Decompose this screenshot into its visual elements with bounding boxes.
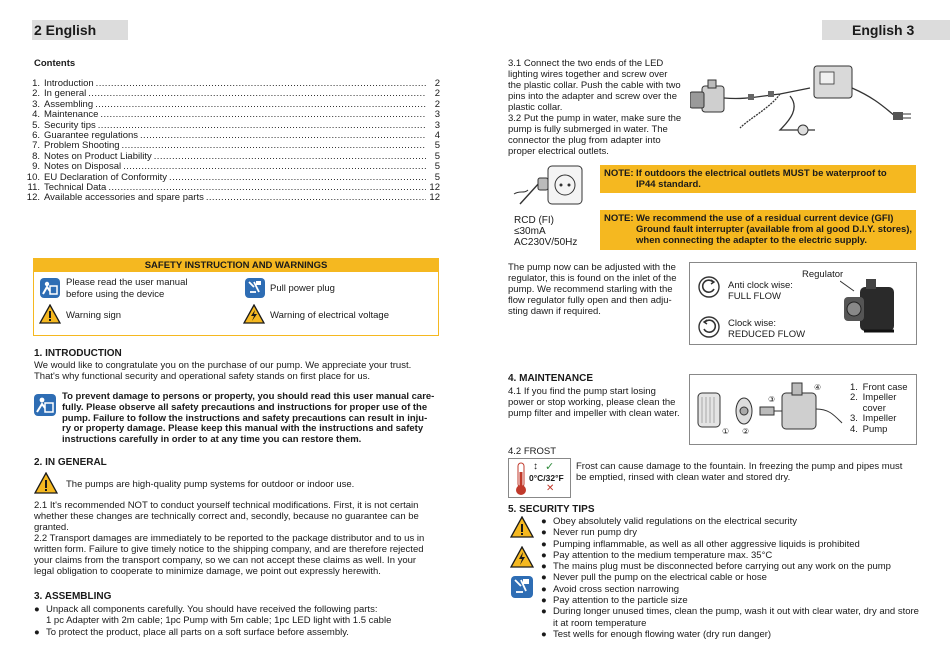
cross-icon: ✕ (546, 483, 555, 494)
manual-icon (34, 394, 56, 416)
list-item: 2. Impeller (850, 392, 897, 404)
frost-heading: 4.2 FROST (508, 446, 557, 457)
electrical-voltage-icon (243, 304, 265, 324)
toc-item[interactable]: 10. EU Declaration of Conformity ..... 5 (20, 173, 440, 183)
list-item: ● The mains plug must be disconnected before carrying out any work on the pump (541, 561, 891, 573)
general-warning-text: The pumps are high-quality pump systems for outdoor or indoor use. (66, 479, 355, 490)
warning-text: Warning sign (66, 310, 122, 321)
assembling-heading: 3. ASSEMBLING (34, 591, 112, 602)
up-down-arrow-icon: ↕ (533, 461, 538, 472)
anticlockwise-icon (697, 275, 721, 299)
security-list (541, 516, 921, 640)
electrical-voltage-icon (510, 546, 534, 568)
step-3-2: 3.2 Put the pump in water, make sure the pump is fully submerged in water. The connector the plug from adapter into proper electrical outlets. (508, 113, 682, 157)
contents-heading: Contents (34, 58, 76, 69)
general-2-2: 2.2 Transport damages are immediately to be reported to the package distributor and to us in written form. Failure to give timely notice to the shipping company, and are therefore rejected your claims from the transport company, so we can not accept these claims as well. In your legal obligation to cooperate to minimize damage, we point out expressly herewith. (34, 533, 425, 577)
manual-icon (40, 278, 60, 298)
regulator-label: Regulator (802, 269, 844, 280)
warning-icon (39, 304, 61, 324)
anticlockwise-label: Anti clock wise: (728, 280, 793, 291)
thermometer-icon (514, 462, 528, 496)
parts-list (850, 383, 908, 435)
list-item: 4. Pump (850, 423, 888, 435)
toc-item[interactable]: 11. Technical Data ..... 12 (20, 183, 440, 193)
reduced-flow-label: REDUCED FLOW (728, 329, 806, 340)
warning-icon (34, 472, 58, 494)
general-2-1: 2.1 It's recommended NOT to conduct yourself technical modifications. First, it is not certain whether these changes are technically correct and, secondly, because no guarantee can be granted. (34, 500, 419, 533)
regulator-panel (689, 262, 917, 345)
frost-text-2: be emptied, rinsed with clean water and stored dry. (576, 472, 791, 483)
toc-item[interactable]: 9. Notes on Disposal ..... 5 (20, 162, 440, 172)
frost-text-1: Frost can cause damage to the fountain. In freezing the pump and pipes must (576, 461, 903, 472)
callout-3: ③ (768, 395, 776, 404)
toc-item[interactable]: 7. Problem Shooting ..... 5 (20, 141, 440, 151)
warning-icon (510, 516, 534, 538)
check-icon: ✓ (545, 461, 555, 473)
maintenance-heading: 4. MAINTENANCE (508, 373, 594, 384)
toc-item[interactable]: 6. Guarantee regulations ..... 4 (20, 131, 440, 141)
frost-icon-box (508, 458, 571, 498)
callout-4: ④ (814, 383, 822, 392)
callout-1: ① (722, 427, 730, 436)
plug-icon (245, 278, 265, 298)
safety-box-title: SAFETY INSTRUCTION AND WARNINGS (34, 259, 438, 272)
plug-text: Pull power plug (270, 283, 335, 294)
list-item: ● Never run pump dry (541, 527, 637, 539)
frost-temp: 0°C/32°F (529, 473, 564, 483)
rcd-socket-icon (510, 164, 590, 214)
list-item: ● Pay attention to the particle size (541, 595, 688, 607)
list-item: ● During longer unused times, clean the pump, wash it out with clear water, dry and store (541, 606, 919, 618)
clockwise-label: Clock wise: (728, 318, 777, 329)
toc-item[interactable]: 5. Security tips ..... 3 (20, 121, 440, 131)
list-item: ● Pumping inflammable, as well as all other aggressive liquids is prohibited (541, 538, 860, 550)
assembly-illustration (690, 48, 920, 148)
list-item: ● Never pull the pump on the electrical cable or hose (541, 572, 767, 584)
pump-regulator-illustration (840, 277, 914, 341)
toc-item[interactable]: 2. In general ..... 2 (20, 89, 440, 99)
table-of-contents (20, 79, 440, 204)
toc-item[interactable]: 4. Maintenance ..... 3 (20, 110, 440, 120)
toc-item[interactable]: 8. Notes on Product Liability ..... 5 (20, 152, 440, 162)
callout-2: ② (742, 427, 750, 436)
rcd-label: RCD (FI) ≤30mA AC230V/50Hz (514, 215, 578, 248)
security-heading: 5. SECURITY TIPS (508, 504, 595, 515)
note-waterproof: NOTE: If outdoors the electrical outlets MUST be waterproof to IP44 standard. (600, 165, 916, 193)
maintenance-paragraph: 4.1 If you find the pump start losing power or stop working, please clean the pump filter and impeller with clean water. (508, 386, 680, 419)
bullet: ● (34, 604, 40, 615)
toc-item[interactable]: 3. Assembling ..... 2 (20, 100, 440, 110)
intro-line-2: That's why functional security and operational safety stands on first place for us. (34, 371, 371, 382)
list-item: cover (862, 402, 886, 414)
page-header-right: English 3 (852, 22, 915, 38)
manual-text-2: before using the device (66, 289, 165, 300)
list-item: ● Obey absolutely valid regulations on the electrical security (541, 516, 797, 527)
list-item: 3. Impeller (850, 413, 897, 425)
full-flow-label: FULL FLOW (728, 291, 781, 302)
electrical-text: Warning of electrical voltage (270, 310, 389, 321)
maintenance-panel (689, 374, 917, 445)
manual-text-1: Please read the user manual (66, 277, 188, 288)
list-item: ● Pay attention to the medium temperature max. 35°C (541, 549, 773, 561)
list-item: ● Test wells for enough flowing water (dry run danger) (541, 628, 772, 640)
exploded-pump-illustration (694, 379, 846, 441)
list-item: it at room temperature (553, 617, 647, 629)
list-item: ● Avoid cross section narrowing (541, 583, 680, 595)
list-item: 1. Front case (850, 382, 908, 393)
general-heading: 2. IN GENERAL (34, 457, 107, 468)
intro-heading: 1. INTRODUCTION (34, 348, 122, 359)
note-rcd: NOTE: We recommend the use of a residual current device (GFI) Ground fault interrupter (available from al good D.I.Y. stores), when connecting the adapter to the electric supply. (600, 210, 916, 250)
assembling-list: ● Unpack all components carefully. You should have received the following parts: 1 pc Adapter with 2m cable; 1pc Pump with 5m cable; 1pc LED light with 1.5 cable ● To protect the product, place all parts on a soft surface before assembly. (34, 604, 392, 638)
step-3-1: 3.1 Connect the two ends of the LED lighting wires together and screw over the plastic collar. Push the cable with two pins into the adapter and screw over the plastic collar. (508, 58, 681, 113)
regulator-paragraph: The pump now can be adjusted with the regulator, this is found on the inlet of the pump. We recommend starling with the flow regulator fully open and then adju- sting dawn if required. (508, 262, 677, 317)
toc-item[interactable]: 12. Available accessories and spare parts ..... 12 (20, 193, 440, 203)
bullet: ● (34, 626, 40, 638)
toc-item[interactable]: 1. Introduction ..... 2 (20, 79, 440, 89)
intro-line-1: We would like to congratulate you on the purchase of our pump. We appreciate your trust. (34, 360, 412, 371)
safety-box (33, 258, 439, 336)
intro-warning-block: To prevent damage to persons or property, you should read this user manual care- fully. Please observe all safety precautions and instructions for proper use of the pump. Failure to follow the instructions and safety precautions can result in inju- ry or property damage. Please keep this manual with the instructions and safety instructions carefully in order to at any time you can restore them. (62, 391, 435, 446)
page-header-left: 2 English (34, 22, 97, 38)
plug-icon (511, 576, 533, 598)
clockwise-icon (697, 315, 721, 339)
